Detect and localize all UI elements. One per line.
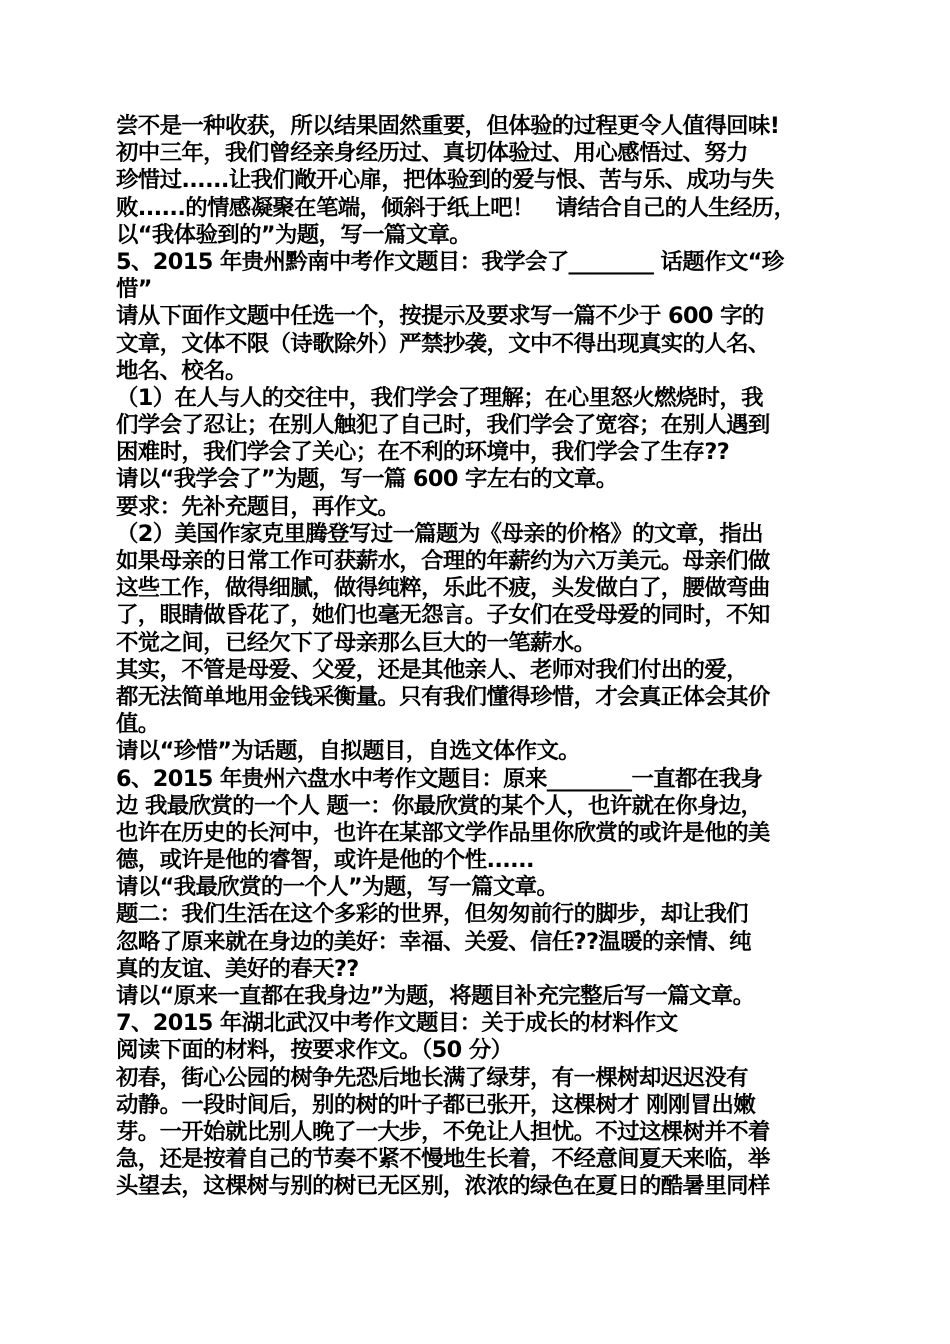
- section-heading: 惜”: [116, 276, 152, 303]
- text-line: 也许在历史的长河中，也许在某部文学作品里你欣赏的或许是他的美: [116, 819, 770, 846]
- text-line: 请以“我学会了”为题，写一篇 600 字左右的文章。: [116, 466, 618, 493]
- text-line: 以“我体验到的”为题，写一篇文章。: [116, 221, 472, 248]
- text-line: 其实，不管是母爱、父爱，还是其他亲人、老师对我们付出的爱，: [116, 656, 748, 683]
- text-line: 题二：我们生活在这个多彩的世界，但匆匆前行的脚步，却让我们: [116, 901, 748, 928]
- text-line: 了，眼睛做昏花了，她们也毫无怨言。子女们在受母爱的同时，不知: [116, 602, 770, 629]
- text-line: 不觉之间，已经欠下了母亲那么巨大的一笔薪水。: [116, 629, 596, 656]
- section-heading: 5、2015 年贵州黔南中考作文题目：我学会了________ 话题作文“珍: [116, 248, 784, 275]
- text-line: 真的友谊、美好的春天??: [116, 955, 359, 982]
- text-line: 地名、校名。: [116, 357, 247, 384]
- text-line: （1）在人与人的交往中，我们学会了理解；在心里怒火燃烧时，我: [116, 384, 763, 411]
- text-line: （2）美国作家克里腾登写过一篇题为《母亲的价格》的文章，指出: [116, 520, 763, 547]
- text-line: 这些工作，做得细腻，做得纯粹，乐此不疲，头发做白了，腰做弯曲: [116, 575, 770, 602]
- text-line: 要求：先补充题目，再作文。: [116, 493, 400, 520]
- section-heading: 6、2015 年贵州六盘水中考作文题目：原来________一直都在我身: [116, 765, 763, 792]
- text-line: 忽略了原来就在身边的美好：幸福、关爱、信任??温暖的亲情、纯: [116, 928, 751, 955]
- text-line: 们学会了忍让；在别人触犯了自己时，我们学会了宽容；在别人遇到: [116, 412, 770, 439]
- text-line: 德，或许是他的睿智，或许是他的个性......: [116, 847, 534, 874]
- text-line: 动静。一段时间后，别的树的叶子都已张开，这棵树才 刚刚冒出嫩: [116, 1091, 756, 1118]
- text-line: 请以“原来一直都在我身边”为题，将题目补充完整后写一篇文章。: [116, 983, 755, 1009]
- section-heading: 7、2015 年湖北武汉中考作文题目：关于成长的材料作文: [116, 1010, 678, 1037]
- text-line: 尝不是一种收获，所以结果固然重要，但体验的过程更令人值得回味!: [116, 113, 780, 139]
- text-line: 珍惜过......让我们敞开心扉，把体验到的爱与恨、苦与乐、成功与失: [116, 167, 774, 194]
- text-line: 败......的情感凝聚在笔端，倾斜于纸上吧！ 请结合自己的人生经历，: [116, 194, 796, 221]
- text-line: 头望去，这棵树与别的树已无区别，浓浓的绿色在夏日的酷暑里同样: [116, 1173, 770, 1200]
- text-line: 急，还是按着自己的节奏不紧不慢地生长着，不经意间夏天来临，举: [116, 1146, 770, 1173]
- text-line: 阅读下面的材料，按要求作文。（50 分）: [116, 1037, 513, 1064]
- text-line: 初中三年，我们曾经亲身经历过、真切体验过、用心感悟过、努力: [116, 140, 748, 167]
- text-line: 请以“我最欣赏的一个人”为题，写一篇文章。: [116, 874, 559, 901]
- text-line: 边 我最欣赏的一个人 题一：你最欣赏的某个人，也许就在你身边，: [116, 792, 763, 819]
- text-line: 请从下面作文题中任选一个，按提示及要求写一篇不少于 600 字的: [116, 303, 764, 330]
- document-body: [116, 113, 846, 1201]
- text-line: 都无法简单地用金钱采衡量。只有我们懂得珍惜，才会真正体会其价: [116, 683, 770, 710]
- text-line: 值。: [116, 711, 160, 738]
- text-line: 文章，文体不限（诗歌除外）严禁抄袭，文中不得出现真实的人名、: [116, 330, 770, 357]
- text-line: 芽。一开始就比别人晚了一大步，不免让人担忧。不过这棵树并不着: [116, 1118, 770, 1145]
- text-line: 请以“珍惜”为话题，自拟题目，自选文体作文。: [116, 738, 581, 765]
- text-line: 初春，街心公园的树争先恐后地长满了绿芽，有一棵树却迟迟没有: [116, 1064, 748, 1091]
- text-line: 困难时，我们学会了关心；在不利的环境中，我们学会了生存??: [116, 439, 730, 466]
- text-line: 如果母亲的日常工作可获薪水，合理的年薪约为六万美元。母亲们做: [116, 548, 770, 574]
